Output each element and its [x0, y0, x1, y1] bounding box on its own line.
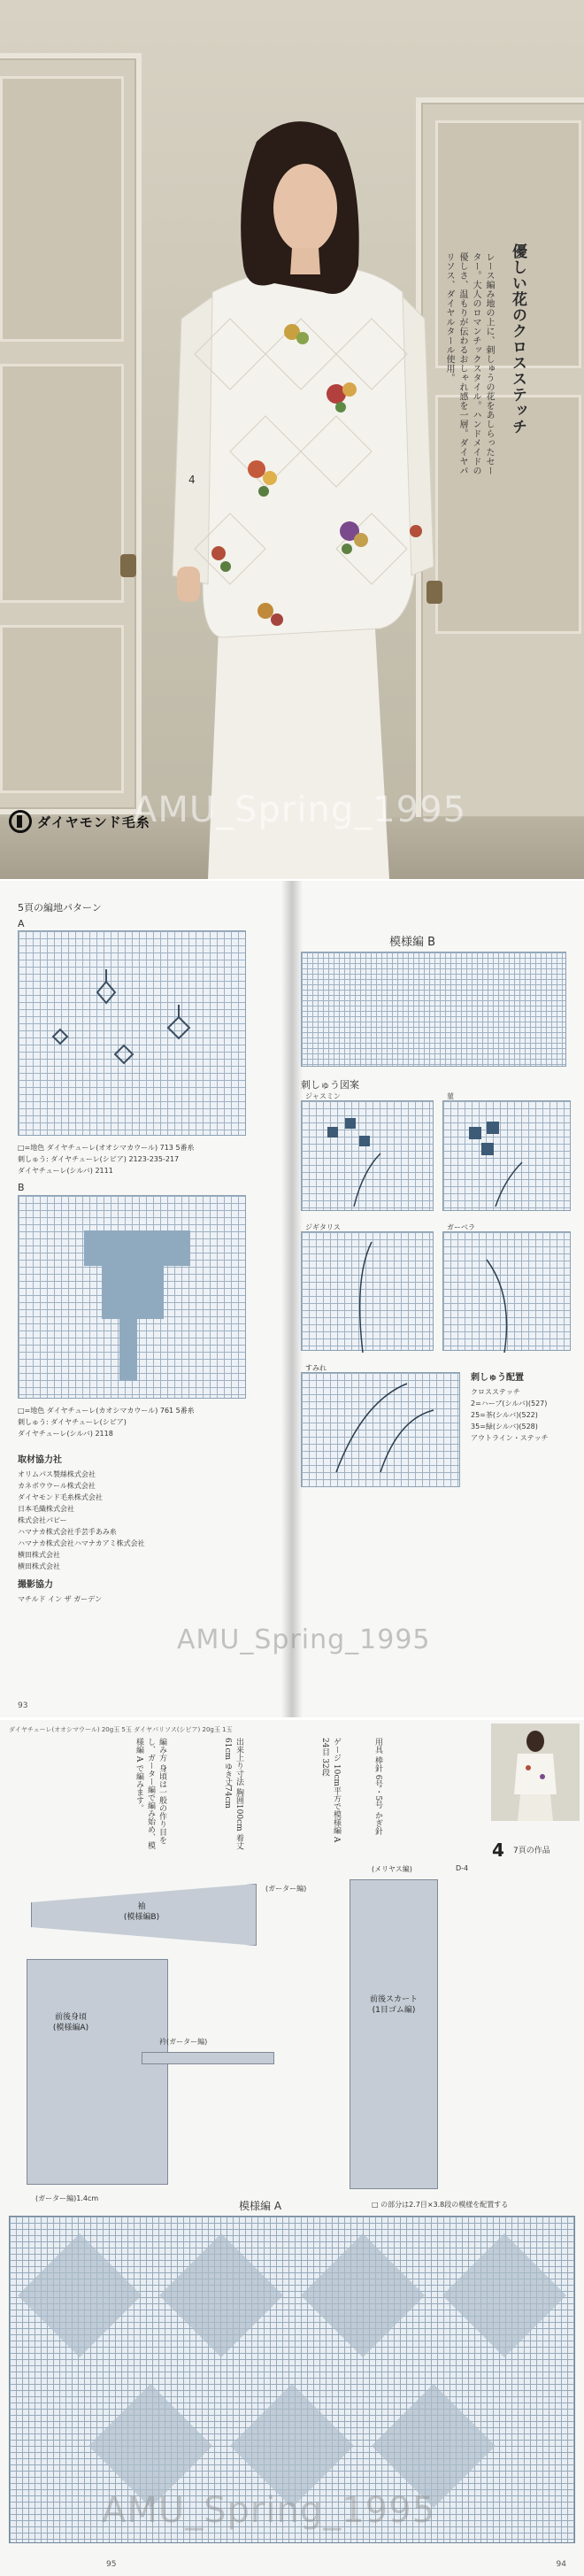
section-a-label: A [18, 918, 25, 929]
sources-box [18, 1454, 270, 1605]
chart-a-threads [18, 1142, 270, 1176]
source-item: ハマナカ株式会社ハマナカアミ株式会社 [18, 1539, 145, 1547]
thread-line: ダイヤチューレ(シルバ) 2118 [18, 1430, 113, 1438]
neck [290, 248, 320, 274]
watermark: AMU_Spring_1995 [102, 2490, 436, 2531]
photo-page [0, 0, 584, 879]
section-b-label: B [18, 1182, 25, 1193]
page-gutter [281, 881, 303, 1717]
pattern-spread [0, 881, 584, 1717]
sources-title: 取材協力社 [18, 1455, 62, 1465]
source-item: 横田株式会社 [18, 1562, 60, 1570]
photo-credit: マチルド イン ザ ガーデン [18, 1595, 103, 1603]
brand-mark-icon [9, 810, 32, 833]
flower-label: ジギタリス [305, 1223, 341, 1231]
thread-color: 2=ハーブ(シルバ)(527) [471, 1400, 548, 1408]
tree-motif-fill [84, 1230, 190, 1266]
flower-label: ジャスミン [305, 1092, 341, 1100]
thread-color: 25=茶(シルバ)(522) [471, 1411, 538, 1419]
flower-label: 菫 [447, 1092, 454, 1100]
flower-label: ガーベラ [447, 1223, 475, 1231]
watermark: AMU_Spring_1995 [177, 1624, 431, 1655]
placement-subtitle: クロスステッチ [471, 1388, 520, 1396]
brand-name: ダイヤモンド毛糸 [37, 814, 150, 830]
body-label: 前後身頃 (模様編A) [52, 2013, 89, 2032]
thread-line: 刺しゅう: ダイヤチューレ(シビア) [18, 1418, 127, 1426]
white-sweater [203, 266, 416, 637]
collar-label: 衿(ガーター編) [159, 2038, 208, 2046]
item-number: 4 [492, 1839, 504, 1861]
instruction-column: 編み方 身頃は一般の作り目をし、ガーター編で編み始め、模様編 A で編みます。 [134, 1738, 166, 1849]
left-sleeve [173, 297, 212, 584]
source-item: カネボウウール株式会社 [18, 1482, 96, 1490]
feature-description: レース編み地の上に、刺しゅうの花をあしらったセーター。大人のロマンチックスタイル。ハンドメイドの優しさ、温もりが伝わるおしゃれ感を一層。ダイヤパリソス、ダイヤルタール使用。 [444, 252, 494, 475]
sleeve-garter-label: (ガーター編) [265, 1885, 307, 1893]
chart-b-threads [18, 1405, 270, 1439]
chart-a-motifs [18, 930, 246, 1136]
model-photo [0, 0, 584, 879]
page-number-right: 94 [556, 2560, 566, 2569]
source-item: ダイヤモンド毛糸株式会社 [18, 1493, 103, 1501]
placement-title: 刺しゅう配置 [471, 1373, 524, 1383]
photo-credit-title: 撮影協力 [18, 1580, 53, 1590]
sleeve-label: 袖 (模様編B) [123, 1902, 160, 1922]
flower-label: すみれ [305, 1364, 327, 1372]
thread-line: ダイヤチューレ(シルバ) 2111 [18, 1167, 113, 1175]
skirt-schematic [350, 1879, 438, 2189]
source-item: オリムパス製絲株式会社 [18, 1470, 96, 1478]
item-thumbnail-figure [491, 1724, 580, 1821]
hand [177, 567, 200, 602]
source-item: 株式会社パピー [18, 1516, 67, 1524]
skirt-d-label: D-4 [456, 1864, 469, 1872]
page-number-left: 93 [18, 1701, 28, 1710]
pattern-b-title: 模様編 B [389, 936, 436, 949]
skirt-label: 前後スカート (1目ゴム編) [369, 1995, 418, 2015]
item-caption: 7頁の作品 [513, 1847, 550, 1855]
thread-line: 刺しゅう: ダイヤチューレ(シビア) 2123-235-217 [18, 1155, 180, 1163]
materials-headline: ダイヤチューレ(オオシマウール) 20g玉 5玉 ダイヤパリソス(シビア) 20g玉 1玉 [9, 1726, 233, 1733]
source-item: 横田株式会社 [18, 1551, 60, 1559]
collar-schematic [142, 2052, 274, 2064]
tree-motif-fill [102, 1266, 164, 1319]
pattern-chart-b-lace [301, 952, 566, 1067]
chart-note: □ の部分は2.7目×3.8段の模様を配置する [372, 2201, 509, 2209]
body-schematic [27, 1959, 168, 2185]
feature-title: 優しい花のクロスステッチ [509, 243, 526, 435]
instruction-column: 用具 棒針 6号・5号 かぎ針 [373, 1738, 382, 1836]
thread-color: アウトライン・ステッチ [471, 1434, 549, 1442]
thread-line: □=地色 ダイヤチューレ(カオシマカウール) 761 5番糸 [18, 1407, 195, 1415]
brand-logo [9, 810, 150, 833]
source-item: ハマナカ株式会社手芸手あみ糸 [18, 1528, 117, 1536]
source-item: 日本毛織株式会社 [18, 1505, 74, 1513]
thread-color: 35=緑(シルバ)(528) [471, 1423, 538, 1431]
tree-motif-fill [119, 1319, 137, 1381]
instruction-column: 出来上り寸法 胸囲100cm 着丈61cm ゆき丈74cm [223, 1738, 243, 1850]
placement-box [471, 1372, 577, 1444]
page-number-left: 95 [106, 2560, 117, 2569]
skirt-top-label: (メリヤス編) [372, 1865, 412, 1873]
face [273, 164, 337, 252]
thread-line: □=地色 ダイヤチューレ(オオシマカウール) 713 5番糸 [18, 1144, 195, 1152]
instructions-page [0, 1720, 584, 2576]
spread-header: 5頁の編地パターン [18, 902, 102, 914]
page-number: 4 [188, 474, 196, 486]
watermark: AMU_Spring_1995 [133, 790, 467, 830]
instruction-column: ゲージ 10cm平方で模様編 A 24目 32段 [320, 1738, 341, 1843]
hem-label: (ガーター編)1.4cm [35, 2194, 99, 2202]
embroidery-title: 刺しゅう図案 [301, 1079, 359, 1091]
chart-title: 模様編 A [239, 2200, 282, 2212]
